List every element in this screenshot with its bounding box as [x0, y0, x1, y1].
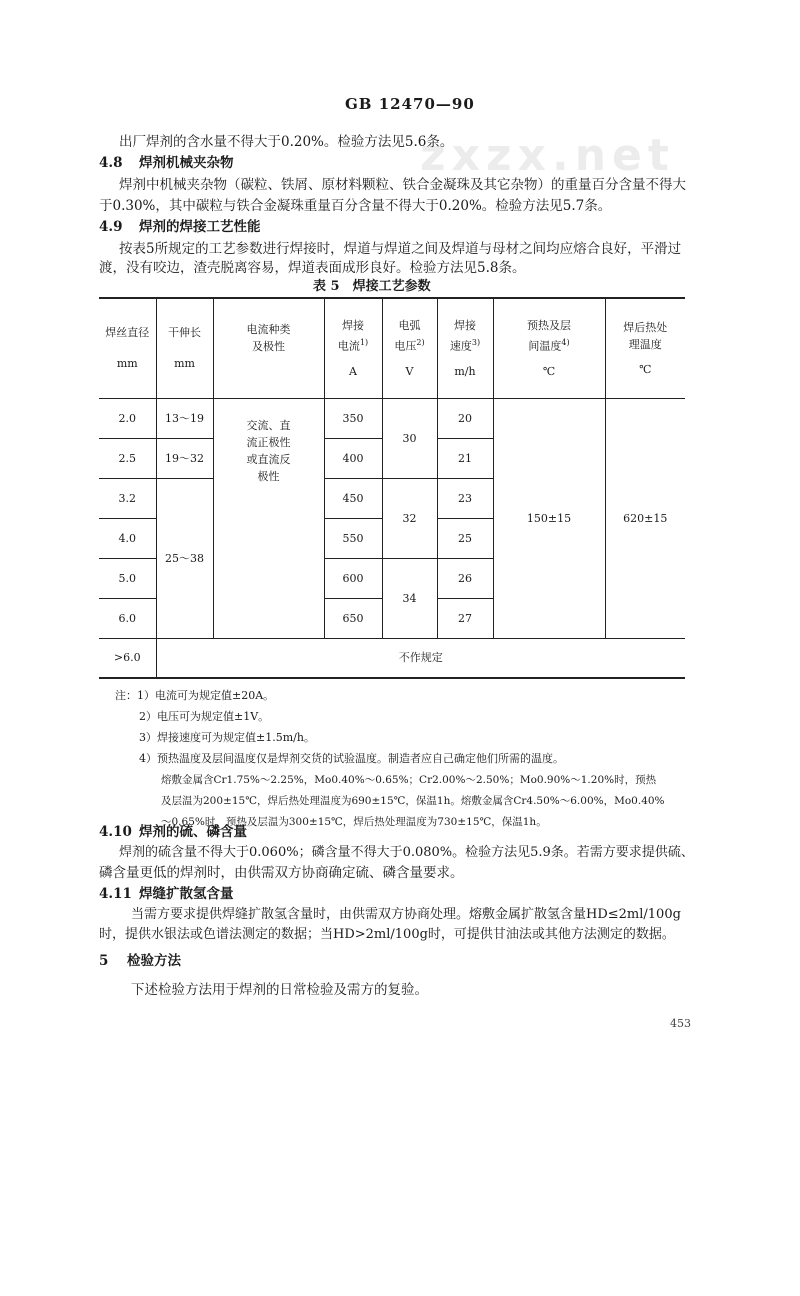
- cell-diameter: 2.0: [99, 398, 156, 438]
- cell-speed: 23: [437, 478, 493, 518]
- cell-speed: 20: [437, 398, 493, 438]
- section-4-9-line1: 按表5所规定的工艺参数进行焊接时，焊道与焊道之间及焊道与母材之间均应熔合良好，平滑过: [119, 241, 682, 257]
- cell-current: 600: [324, 558, 382, 598]
- section-number: 5: [99, 953, 109, 969]
- header-speed: 焊接 速度$^{3)}$ m/h: [437, 298, 493, 398]
- cell-speed: 26: [437, 558, 493, 598]
- section-4-10-line2: 磷含量更低的焊剂时，由供需双方协商确定硫、磷含量要求。: [99, 865, 464, 881]
- section-4-8-line1: 焊剂中机械夹杂物（碳粒、铁屑、原材料颗粒、铁合金凝珠及其它杂物）的重量百分含量不得大: [119, 177, 686, 193]
- note-2: 2）电压可为规定值±1V。: [139, 710, 270, 723]
- cell-current: 450: [324, 478, 382, 518]
- note-1: 注：1）电流可为规定值±20A。: [115, 689, 275, 702]
- section-5-heading: [99, 951, 181, 971]
- section-title: 焊剂的硫、磷含量: [139, 824, 247, 840]
- table-row: [99, 398, 685, 438]
- section-title: 焊剂的焊接工艺性能: [139, 219, 261, 235]
- header-current: 焊接 电流$^{1)}$ A: [324, 298, 382, 398]
- section-4-11-line2: 时，提供水银法或色谱法测定的数据；当HD>2ml/100g时，可提供甘油法或其他方法测定的数据。: [99, 927, 675, 942]
- section-5-line1: 下述检验方法用于焊剂的日常检验及需方的复验。: [131, 982, 428, 998]
- cell-stickout: 13～19: [156, 398, 213, 438]
- table-row: [99, 638, 685, 678]
- section-4-11-line1: 当需方要求提供焊缝扩散氢含量时，由供需双方协商处理。熔敷金属扩散氢含量HD≤2ml/100g: [131, 907, 681, 922]
- cell-current: 550: [324, 518, 382, 558]
- cell-preheat: 150±15: [493, 398, 605, 638]
- section-title: 焊缝扩散氢含量: [139, 886, 234, 902]
- cell-stickout: 19～32: [156, 438, 213, 478]
- header-diameter: 焊丝直径 mm: [99, 298, 156, 398]
- header-voltage: 电弧 电压$^{2)}$ V: [382, 298, 437, 398]
- header-current-type: 电流种类 及极性: [213, 298, 324, 398]
- cell-voltage: 34: [382, 558, 437, 638]
- section-4-10-line1: 焊剂的硫含量不得大于0.060%；磷含量不得大于0.080%。检验方法见5.9条。若需方要求提供硫、: [119, 845, 694, 860]
- section-number: 4.9: [99, 219, 123, 235]
- cell-current: 350: [324, 398, 382, 438]
- cell-polarity: 交流、直 流正极性 或直流反 极性: [213, 398, 324, 638]
- section-4-8-line2: 于0.30%，其中碳粒与铁合金凝珠重量百分含量不得大于0.20%。检验方法见5.7条。: [99, 198, 612, 214]
- cell-current: 400: [324, 438, 382, 478]
- header-preheat: 预热及层 间温度$^{4)}$ ℃: [493, 298, 605, 398]
- note-4-detail-3: ～0.65%时，预热及层温为300±15℃，焊后热处理温度为730±15℃，保温1h。: [161, 816, 547, 828]
- table-header-row: [99, 298, 685, 398]
- section-4-11-heading: [99, 884, 234, 904]
- welding-parameters-table: [99, 297, 685, 679]
- cell-diameter: 3.2: [99, 478, 156, 518]
- cell-diameter: 4.0: [99, 518, 156, 558]
- section-4-9-line2: 渡，没有咬边，渣壳脱离容易，焊道表面成形良好。检验方法见5.8条。: [99, 260, 526, 276]
- cell-voltage: 32: [382, 478, 437, 558]
- section-4-8-heading: [99, 153, 234, 173]
- section-number: 4.8: [99, 155, 123, 171]
- note-4: 4）预热温度及层间温度仅是焊剂交货的试验温度。制造者应自己确定他们所需的温度。: [139, 752, 564, 765]
- header-stickout: 干伸长 mm: [156, 298, 213, 398]
- note-4-detail-2: 及层温为200±15℃，焊后热处理温度为690±15℃，保温1h。熔敷金属含Cr4.50%～6.00%，Mo0.40%: [161, 795, 665, 807]
- cell-diameter: 2.5: [99, 438, 156, 478]
- cell-speed: 21: [437, 438, 493, 478]
- paragraph-water: 出厂焊剂的含水量不得大于0.20%。检验方法见5.6条。: [119, 134, 454, 150]
- watermark: zxzx.net: [420, 130, 675, 181]
- header-pwht: 焊后热处 理温度 ℃: [605, 298, 685, 398]
- section-number: 4.10: [99, 824, 132, 840]
- page-number: 453: [670, 1017, 691, 1030]
- section-number: 4.11: [99, 886, 132, 902]
- cell-diameter: >6.0: [99, 638, 156, 678]
- cell-current: 650: [324, 598, 382, 638]
- section-title: 检验方法: [127, 953, 181, 969]
- cell-diameter: 5.0: [99, 558, 156, 598]
- cell-voltage: 30: [382, 398, 437, 478]
- page-header: GB 12470—90: [345, 95, 475, 113]
- cell-speed: 27: [437, 598, 493, 638]
- cell-stickout: 25～38: [156, 478, 213, 638]
- section-4-9-heading: [99, 217, 261, 237]
- section-4-10-heading: [99, 822, 247, 842]
- cell-pwht: 620±15: [605, 398, 685, 638]
- cell-not-specified: 不作规定: [156, 638, 685, 678]
- cell-speed: 25: [437, 518, 493, 558]
- note-3: 3）焊接速度可为规定值±1.5m/h。: [139, 731, 315, 744]
- note-4-detail-1: 熔敷金属含Cr1.75%～2.25%，Mo0.40%～0.65%；Cr2.00%～2.50%；Mo0.90%～1.20%时，预热: [161, 774, 657, 786]
- section-title: 焊剂机械夹杂物: [139, 155, 234, 171]
- cell-diameter: 6.0: [99, 598, 156, 638]
- table-caption: 表 5 焊接工艺参数: [313, 279, 431, 294]
